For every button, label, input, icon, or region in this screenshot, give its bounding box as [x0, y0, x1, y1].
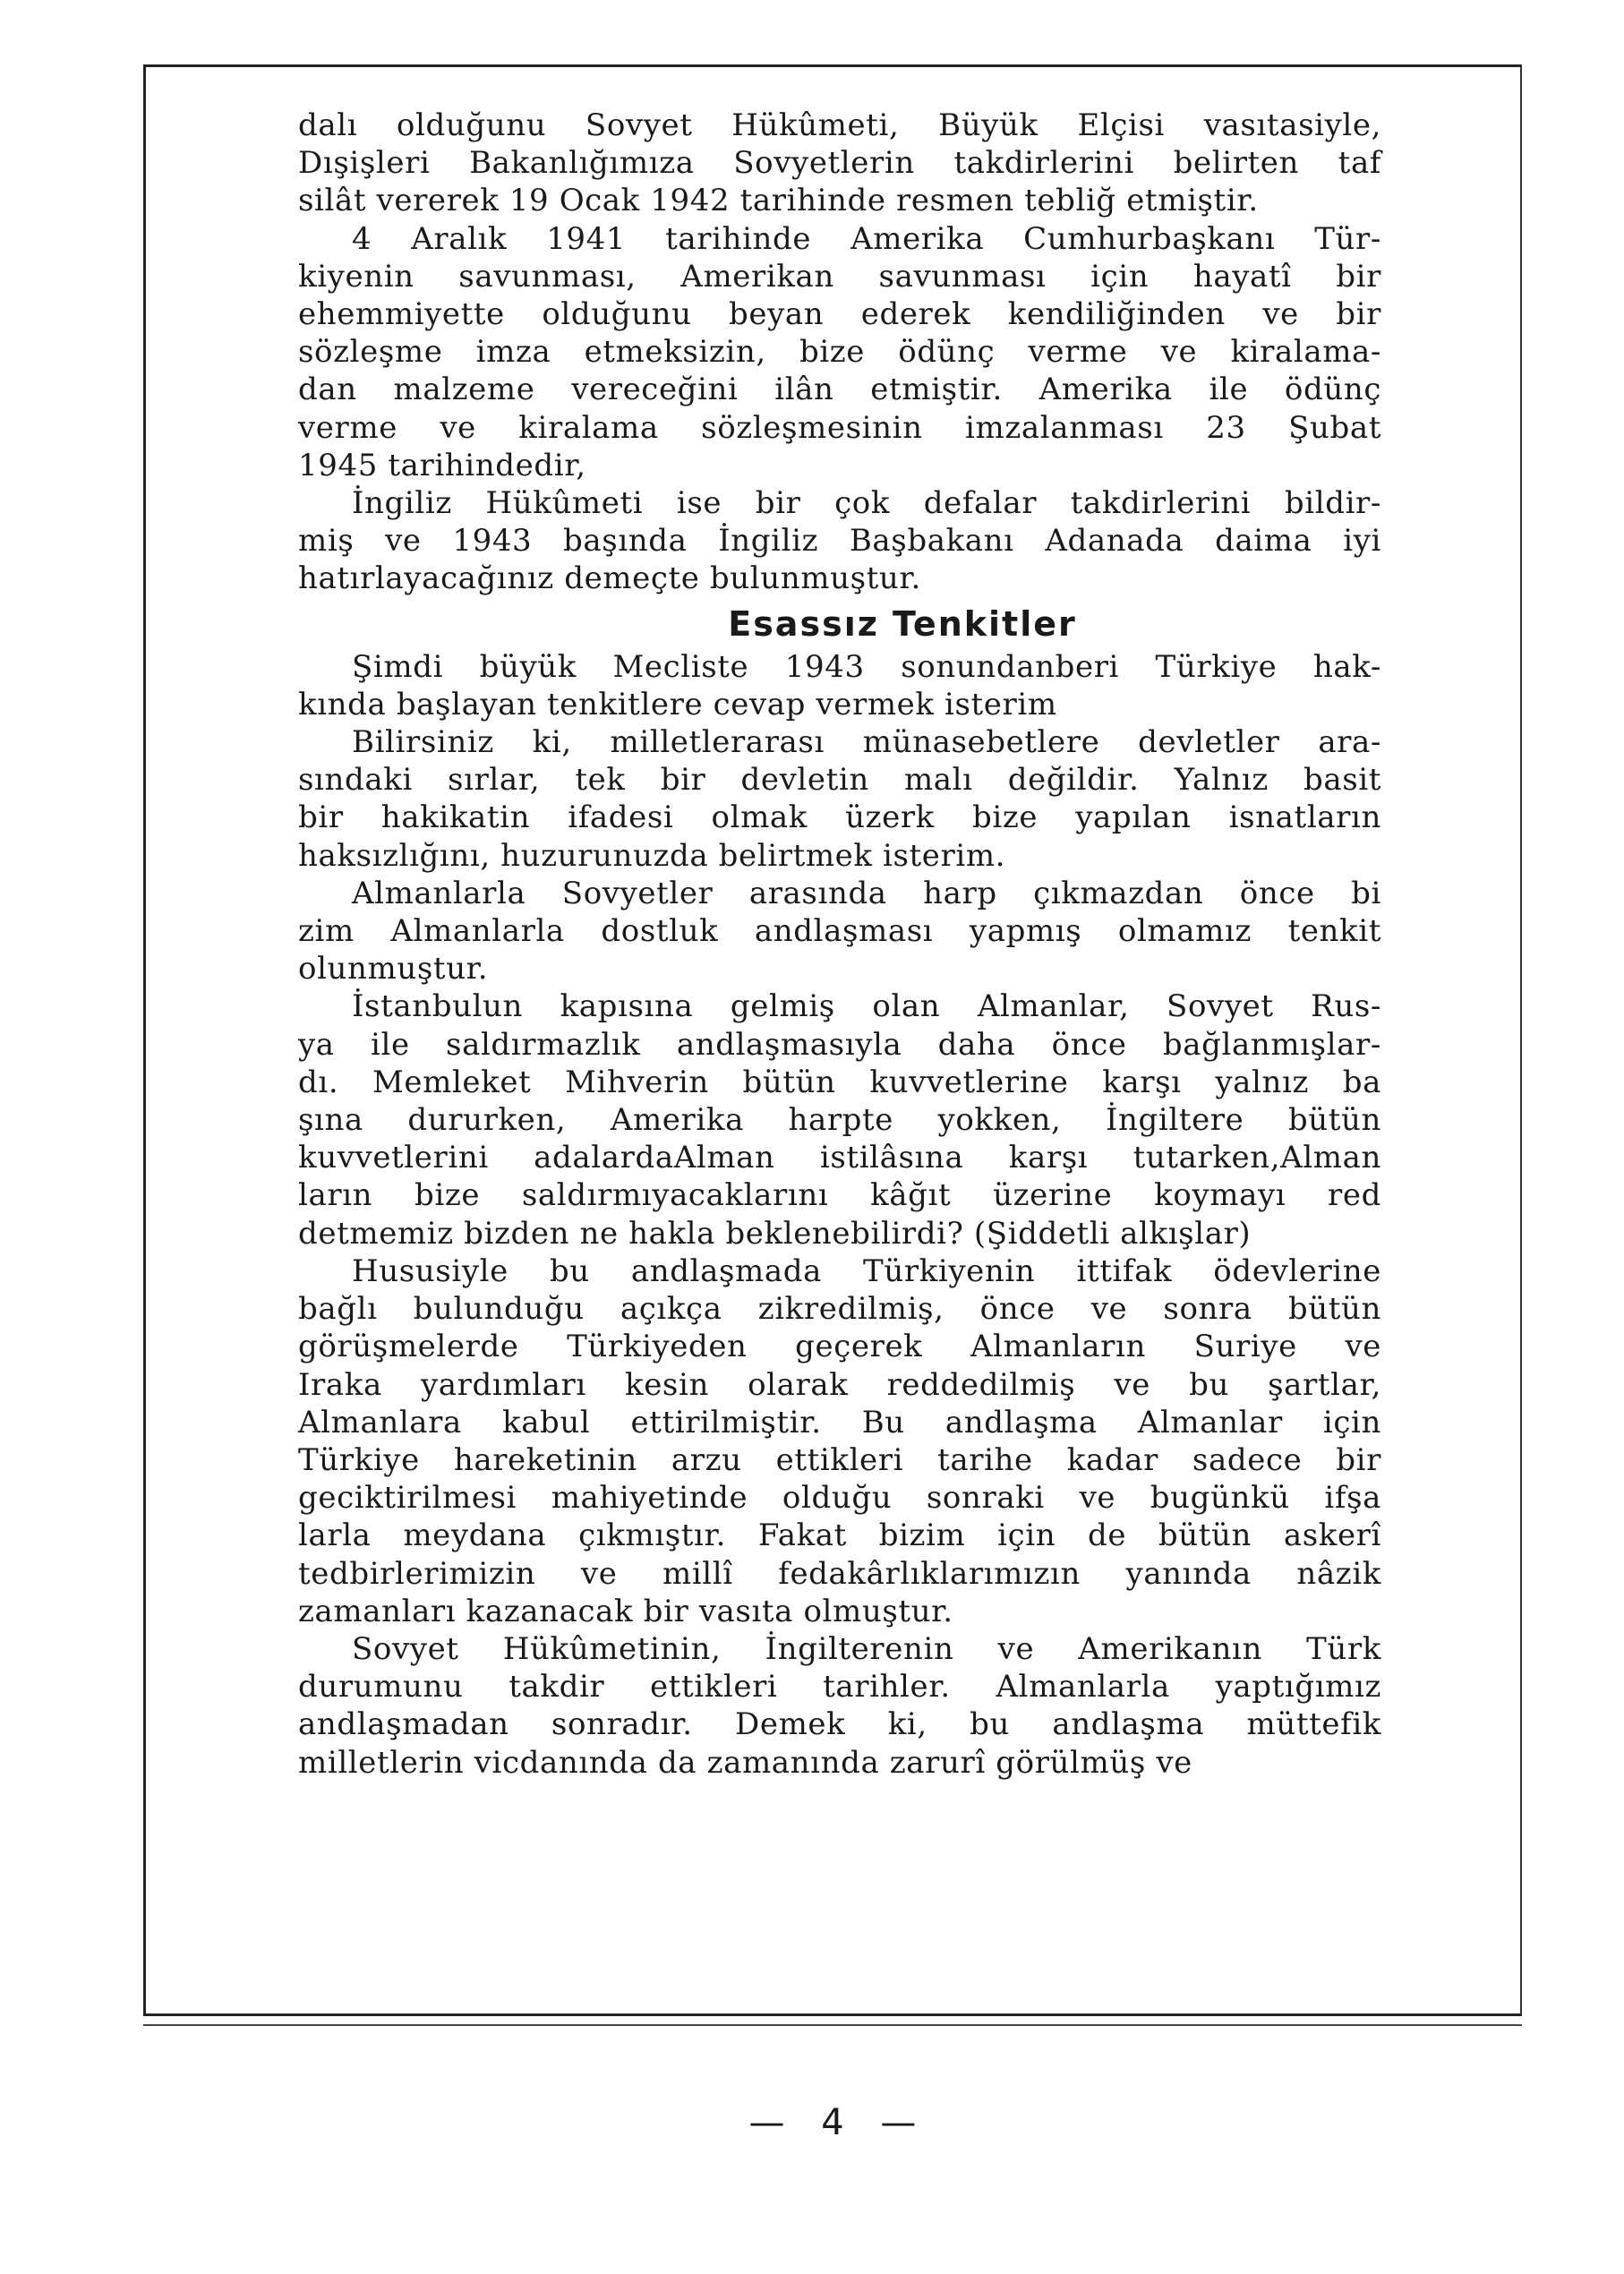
text-line: İstanbulun kapısına gelmiş olan Almanlar, Sovyet Rus- [352, 988, 1381, 1025]
text-line: zamanları kazanacak bir vasıta olmuştur. [298, 1593, 953, 1629]
text-line: miş ve 1943 başında İngiliz Başbakanı Adanada daima iyi [298, 523, 1381, 560]
paragraph [298, 107, 1381, 220]
text-line: İngiliz Hükûmeti ise bir çok defalar takdirlerini bildir- [352, 485, 1381, 522]
text-line: bağlı bulunduğu açıkça zikredilmiş, önce ve sonra bütün [298, 1291, 1381, 1328]
text-line: kiyenin savunması, Amerikan savunması için hayatî bir [298, 258, 1381, 295]
paragraph [298, 723, 1381, 875]
text-line: bir hakikatin ifadesi olmak üzerk bize yapılan isnatların [298, 799, 1381, 836]
text-line: zim Almanlarla dostluk andlaşması yapmış olmamız tenkit [298, 913, 1381, 950]
text-line: kuvvetlerini adalardaAlman istilâsına karşı tutarken,Alman [298, 1140, 1381, 1176]
body-text-top [298, 107, 1381, 598]
text-line: görüşmelerde Türkiyeden geçerek Almanların Suriye ve [298, 1329, 1381, 1365]
text-line: tedbirlerimizin ve millî fedakârlıklarımızın yanında nâzik [298, 1555, 1381, 1592]
text-line: Şimdi büyük Mecliste 1943 sonundanberi Türkiye hak- [352, 648, 1381, 685]
text-line: olunmuştur. [298, 951, 489, 987]
text-line: Türkiye hareketinin arzu ettikleri tarihe kadar sadece bir [298, 1441, 1381, 1478]
text-line: Almanlarla Sovyetler arasında harp çıkmazdan önce bi [352, 875, 1381, 911]
text-line: verme ve kiralama sözleşmesinin imzalanması 23 Şubat [298, 409, 1381, 446]
text-line: Iraka yardımları kesin olarak reddedilmiş ve bu şartlar, [298, 1366, 1381, 1403]
paragraph [298, 648, 1381, 723]
text-column [298, 107, 1381, 1782]
text-line: Sovyet Hükûmetinin, İngilterenin ve Amerikanın Türk [352, 1630, 1381, 1667]
page-frame [143, 64, 1522, 2016]
body-text-bottom [298, 648, 1381, 1782]
text-line: andlaşmadan sonradır. Demek ki, bu andlaşma müttefik [298, 1706, 1381, 1743]
text-line: 1945 tarihindedir, [298, 447, 586, 483]
paragraph [298, 875, 1381, 988]
text-line: geciktirilmesi mahiyetinde olduğu sonraki ve bugünkü ifşa [298, 1480, 1381, 1517]
text-line: Hususiyle bu andlaşmada Türkiyenin ittifak ödevlerine [352, 1252, 1381, 1289]
text-line: şına dururken, Amerika harpte yokken, İngiltere bütün [298, 1102, 1381, 1139]
text-line: milletlerin vicdanında da zamanında zarurî görülmüş ve [298, 1744, 1192, 1781]
paragraph [298, 484, 1381, 598]
text-line: 4 Aralık 1941 tarihinde Amerika Cumhurbaşkanı Tür- [352, 220, 1381, 257]
text-line: kında başlayan tenkitlere cevap vermek isterim [298, 686, 1057, 722]
text-line: detmemiz bizden ne hakla beklenebilirdi? (Şiddetli alkışlar) [298, 1215, 1252, 1252]
text-line: dalı olduğunu Sovyet Hükûmeti, Büyük Elçisi vasıtasiyle, [298, 107, 1381, 143]
text-line: silât vererek 19 Ocak 1942 tarihinde resmen tebliğ etmiştir. [298, 183, 1259, 219]
paragraph [298, 1252, 1381, 1630]
text-line: larla meydana çıkmıştır. Fakat bizim için de bütün askerî [298, 1517, 1381, 1554]
text-line: Bilirsiniz ki, milletlerarası münasebetlere devletler ara- [352, 724, 1381, 761]
text-line: dan malzeme vereceğini ilân etmiştir. Amerika ile ödünç [298, 372, 1381, 408]
text-line: sındaki sırlar, tek bir devletin malı değildir. Yalnız basit [298, 762, 1381, 799]
text-line: ların bize saldırmıyacaklarını kâğıt üzerine koymayı red [298, 1177, 1381, 1214]
text-line: ehemmiyette olduğunu beyan ederek kendiliğinden ve bir [298, 296, 1381, 333]
text-line: sözleşme imza etmeksizin, bize ödünç verme ve kiralama- [298, 334, 1381, 371]
text-line: Almanlara kabul ettirilmiştir. Bu andlaşma Almanlar için [298, 1404, 1381, 1440]
text-line: dı. Memleket Mihverin bütün kuvvetlerine karşı yalnız ba [298, 1064, 1381, 1100]
text-line: haksızlığını, huzurunuzda belirtmek isterim. [298, 837, 1006, 874]
text-line: hatırlayacağınız demeçte bulunmuştur. [298, 560, 921, 597]
section-heading: Esassız Tenkitler [728, 603, 1077, 644]
paragraph [298, 987, 1381, 1252]
paragraph [298, 1630, 1381, 1782]
text-line: ya ile saldırmazlık andlaşmasıyla daha önce bağlanmışlar- [298, 1026, 1381, 1063]
text-line: durumunu takdir ettikleri tarihler. Almanlarla yaptığımız [298, 1669, 1381, 1706]
page-number: — 4 — [748, 2102, 929, 2143]
text-line: Dışişleri Bakanlığımıza Sovyetlerin takdirlerini belirten taf [298, 145, 1381, 182]
paragraph [298, 220, 1381, 484]
